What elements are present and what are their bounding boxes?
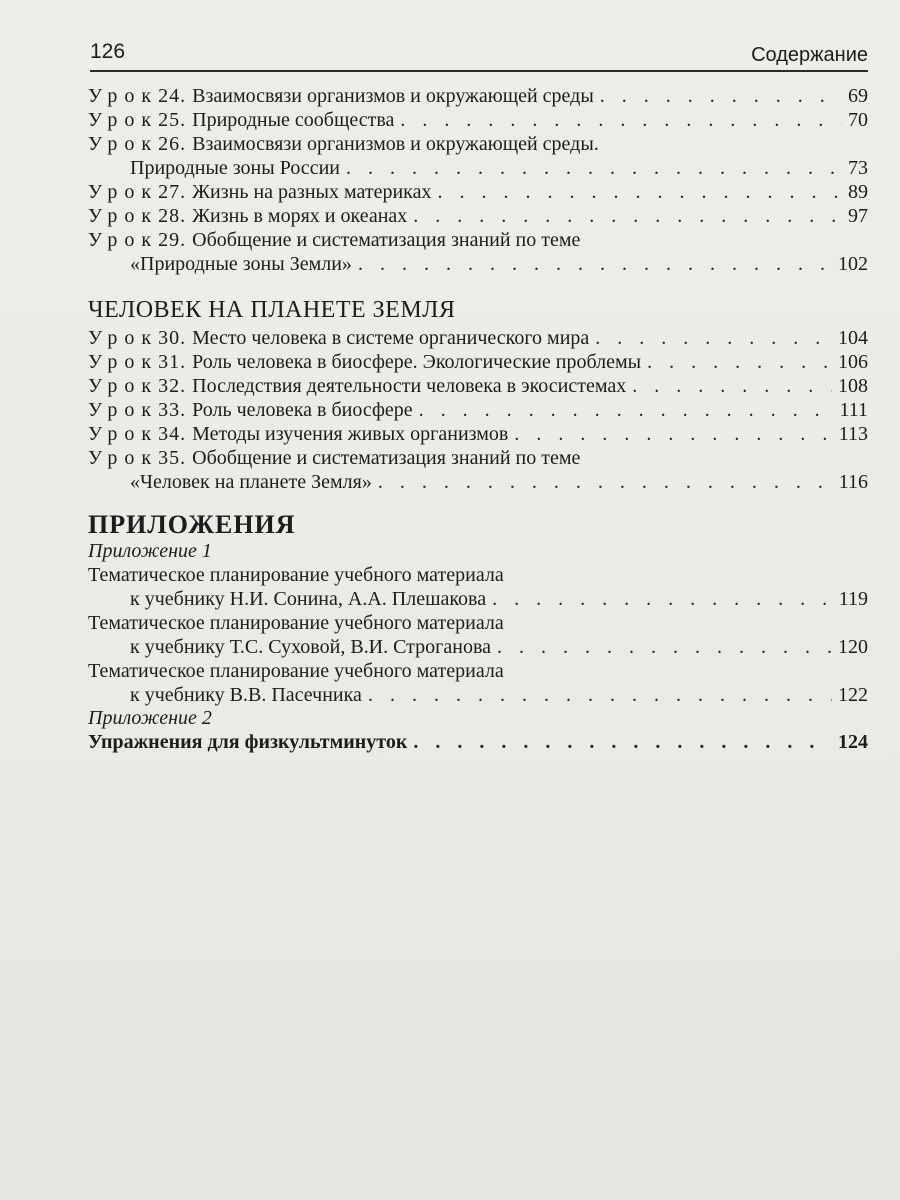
table-of-contents: [88, 84, 868, 754]
dot-leader: [514, 422, 832, 446]
entry-line: [88, 326, 868, 350]
entry-subtitle: к учебнику Н.И. Сонина, А.А. Плешакова: [130, 588, 487, 610]
toc-entry: [88, 730, 868, 754]
entry-line: [88, 422, 868, 446]
entry-line: [88, 350, 868, 374]
dot-leader: [647, 350, 832, 374]
toc-entry: [88, 611, 868, 659]
entry-line: [88, 228, 868, 252]
toc-entry: [88, 422, 868, 446]
entry-title: Жизнь в морях и океанах: [192, 205, 408, 227]
dot-leader: [437, 180, 842, 204]
toc-entry: [88, 659, 868, 707]
toc-entry: [88, 350, 868, 374]
entry-line: [88, 398, 868, 422]
entry-page: 104: [838, 327, 868, 349]
lesson-number: 32.: [158, 375, 187, 397]
section-title: ЧЕЛОВЕК НА ПЛАНЕТЕ ЗЕМЛЯ: [88, 297, 456, 323]
entry-page: 108: [838, 375, 868, 397]
lesson-word: Урок: [88, 399, 159, 421]
toc-entry: [88, 132, 868, 180]
entry-page: 69: [848, 85, 868, 107]
entry-title: Упражнения для физкультминуток: [88, 731, 408, 753]
entry-line: [88, 374, 868, 398]
entry-line: [88, 446, 868, 470]
entry-page: 122: [838, 684, 868, 706]
lesson-number: 34.: [158, 423, 187, 445]
dot-leader: [400, 108, 842, 132]
entry-line: [88, 252, 868, 276]
entry-line: [88, 683, 868, 707]
entry-page: 111: [839, 399, 868, 421]
entry-title: Тематическое планирование учебного материала: [88, 564, 504, 586]
entry-page: 70: [848, 109, 868, 131]
lesson-number: 28.: [158, 205, 187, 227]
dot-leader: [595, 326, 832, 350]
entry-line: [88, 611, 868, 635]
lesson-word: Урок: [88, 447, 159, 469]
lesson-word: Урок: [88, 85, 159, 107]
lesson-number: 26.: [158, 133, 187, 155]
lesson-word: Урок: [88, 109, 159, 131]
dot-leader: [419, 398, 834, 422]
running-head: [90, 36, 868, 72]
lesson-number: 30.: [158, 327, 187, 349]
lessons-group-a: [88, 84, 868, 276]
lesson-number: 31.: [158, 351, 187, 373]
entry-page: 116: [838, 471, 868, 493]
entry-subtitle: к учебнику В.В. Пасечника: [130, 684, 362, 706]
entry-title: Место человека в системе органического мира: [192, 327, 590, 349]
appendix-2-label: Приложение 2: [88, 707, 212, 729]
entry-title: Тематическое планирование учебного материала: [88, 612, 504, 634]
appendices-title: ПРИЛОЖЕНИЯ: [88, 510, 296, 539]
dot-leader: [378, 470, 833, 494]
entry-line: [88, 180, 868, 204]
dot-leader: [497, 635, 832, 659]
entry-title: Взаимосвязи организмов и окружающей среды.: [192, 133, 599, 155]
lesson-number: 27.: [158, 181, 187, 203]
entry-page: 106: [838, 351, 868, 373]
entry-title: «Человек на планете Земля»: [130, 471, 372, 493]
lesson-word: Урок: [88, 205, 159, 227]
entry-title: Обобщение и систематизация знаний по теме: [192, 447, 581, 469]
toc-entry: [88, 180, 868, 204]
toc-entry: [88, 563, 868, 611]
entry-line: [88, 470, 868, 494]
toc-entry: [88, 374, 868, 398]
entry-line: [88, 635, 868, 659]
toc-entry: [88, 398, 868, 422]
entry-title: Тематическое планирование учебного материала: [88, 660, 504, 682]
entry-page: 102: [838, 253, 868, 275]
toc-entry: [88, 446, 868, 494]
dot-leader: [368, 683, 832, 707]
entry-line: [88, 659, 868, 683]
lesson-number: 24.: [158, 85, 187, 107]
toc-entry: [88, 84, 868, 108]
entry-page: 89: [848, 181, 868, 203]
running-title: Содержание: [751, 44, 868, 66]
entry-title: Роль человека в биосфере: [192, 399, 413, 421]
lesson-word: Урок: [88, 375, 159, 397]
toc-entry: [88, 326, 868, 350]
lesson-number: 35.: [158, 447, 187, 469]
entry-subtitle: к учебнику Т.С. Суховой, В.И. Строганова: [130, 636, 491, 658]
entry-line: [88, 587, 868, 611]
entry-page: 124: [838, 731, 868, 753]
appendix-1-label: Приложение 1: [88, 540, 212, 562]
entry-title: Жизнь на разных материках: [192, 181, 432, 203]
toc-entry: [88, 108, 868, 132]
page-number: 126: [90, 40, 126, 63]
toc-entry: [88, 204, 868, 228]
lessons-group-b: [88, 326, 868, 494]
entry-page: 120: [838, 636, 868, 658]
entry-page: 73: [848, 157, 868, 179]
toc-entry: [88, 228, 868, 276]
entry-page: 119: [838, 588, 868, 610]
entry-title: Роль человека в биосфере. Экологические проблемы: [192, 351, 642, 373]
dot-leader: [492, 587, 833, 611]
entry-page: 113: [838, 423, 868, 445]
lesson-number: 33.: [158, 399, 187, 421]
appendix-1-items: [88, 563, 868, 707]
dot-leader: [413, 730, 832, 754]
lesson-number: 29.: [158, 229, 187, 251]
dot-leader: [346, 156, 842, 180]
dot-leader: [632, 374, 832, 398]
entry-title: «Природные зоны Земли»: [130, 253, 352, 275]
lesson-word: Урок: [88, 351, 159, 373]
entry-line: [88, 84, 868, 108]
entry-line: [88, 563, 868, 587]
entry-page: 97: [848, 205, 868, 227]
dot-leader: [358, 252, 832, 276]
entry-line: [88, 108, 868, 132]
entry-title: Методы изучения живых организмов: [192, 423, 509, 445]
lesson-word: Урок: [88, 133, 159, 155]
lesson-word: Урок: [88, 181, 159, 203]
lesson-number: 25.: [158, 109, 187, 131]
entry-title: Взаимосвязи организмов и окружающей среды: [192, 85, 594, 107]
entry-title: Природные сообщества: [192, 109, 395, 131]
dot-leader: [413, 204, 842, 228]
entry-title: Обобщение и систематизация знаний по теме: [192, 229, 581, 251]
lesson-word: Урок: [88, 327, 159, 349]
entry-title: Природные зоны России: [130, 157, 340, 179]
entry-line: [88, 132, 868, 156]
entry-title: Последствия деятельности человека в экосистемах: [192, 375, 627, 397]
lesson-word: Урок: [88, 229, 159, 251]
lesson-word: Урок: [88, 423, 159, 445]
dot-leader: [600, 84, 842, 108]
entry-line: [88, 156, 868, 180]
entry-line: [88, 204, 868, 228]
